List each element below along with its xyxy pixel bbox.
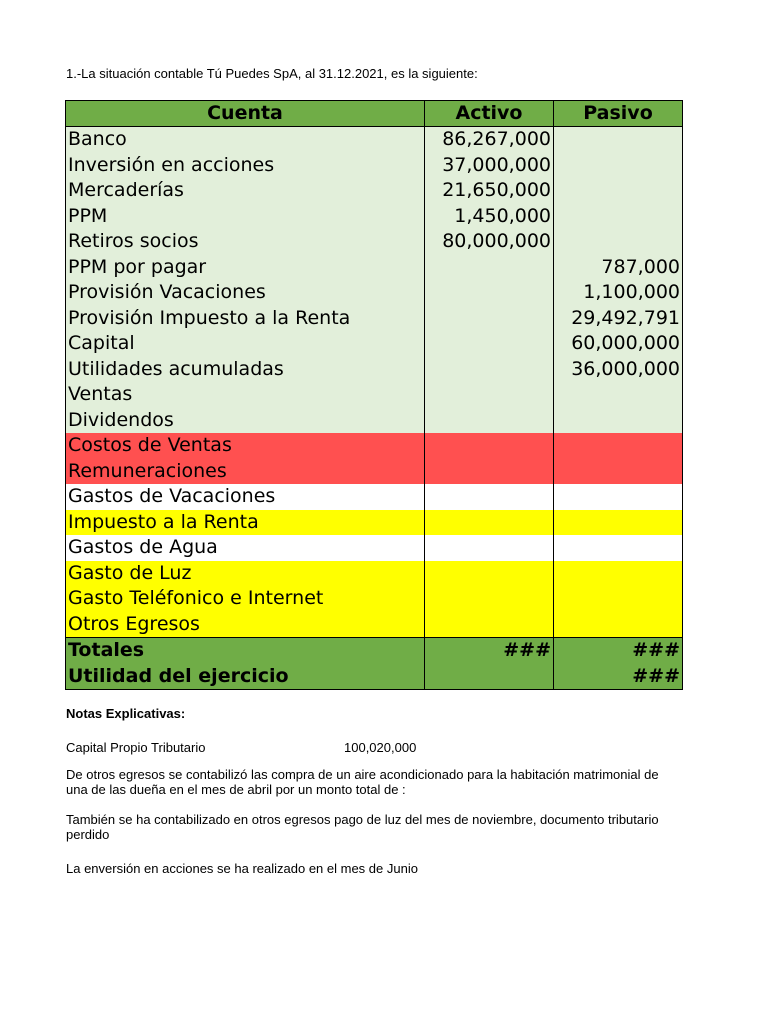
- pasivo-cell: [554, 153, 683, 179]
- table-row: [66, 408, 683, 434]
- cuenta-cell: Gasto de Luz: [66, 561, 425, 587]
- totals-activo: ###: [425, 638, 554, 664]
- table-row: [66, 484, 683, 510]
- note-text: La enversión en acciones se ha realizado en el mes de Junio: [66, 861, 418, 876]
- totals-label: Totales: [66, 638, 425, 664]
- activo-cell: 86,267,000: [425, 127, 554, 153]
- table-row: [66, 229, 683, 255]
- pasivo-cell: [554, 510, 683, 536]
- cuenta-cell: Mercaderías: [66, 178, 425, 204]
- capital-value: 100,020,000: [344, 740, 417, 755]
- pasivo-cell: 29,492,791: [554, 306, 683, 332]
- profit-row: [66, 664, 683, 690]
- note-text: De otros egresos se contabilizó las compra de un aire acondicionado para la habitación matrimonial de una de las dueña en el mes de abril por un monto total de :: [66, 767, 659, 797]
- pasivo-cell: [554, 586, 683, 612]
- totals-row: [66, 638, 683, 664]
- cuenta-cell: Gasto Teléfonico e Internet: [66, 586, 425, 612]
- activo-cell: [425, 382, 554, 408]
- pasivo-cell: [554, 127, 683, 153]
- table-row: [66, 510, 683, 536]
- cuenta-cell: Ventas: [66, 382, 425, 408]
- pasivo-cell: [554, 459, 683, 485]
- activo-cell: [425, 357, 554, 383]
- activo-cell: 1,450,000: [425, 204, 554, 230]
- activo-cell: [425, 331, 554, 357]
- header-activo: Activo: [425, 101, 554, 127]
- cuenta-cell: Banco: [66, 127, 425, 153]
- table-row: [66, 306, 683, 332]
- pasivo-cell: [554, 204, 683, 230]
- accounts-table: [65, 100, 683, 690]
- cuenta-cell: Gastos de Vacaciones: [66, 484, 425, 510]
- profit-label: Utilidad del ejercicio: [66, 664, 425, 690]
- cuenta-cell: Impuesto a la Renta: [66, 510, 425, 536]
- table-row: [66, 331, 683, 357]
- activo-cell: [425, 510, 554, 536]
- capital-label: Capital Propio Tributario: [66, 740, 206, 755]
- table-row: [66, 357, 683, 383]
- activo-cell: 21,650,000: [425, 178, 554, 204]
- header-cuenta: Cuenta: [66, 101, 425, 127]
- table-row: [66, 433, 683, 459]
- activo-cell: [425, 561, 554, 587]
- activo-cell: 37,000,000: [425, 153, 554, 179]
- table-header-row: [66, 101, 683, 127]
- cuenta-cell: Costos de Ventas: [66, 433, 425, 459]
- table-row: [66, 178, 683, 204]
- table-row: [66, 612, 683, 638]
- cuenta-cell: Utilidades acumuladas: [66, 357, 425, 383]
- pasivo-cell: [554, 484, 683, 510]
- notes-title: Notas Explicativas:: [66, 706, 186, 721]
- cuenta-cell: Provisión Impuesto a la Renta: [66, 306, 425, 332]
- cuenta-cell: Provisión Vacaciones: [66, 280, 425, 306]
- pasivo-cell: [554, 178, 683, 204]
- activo-cell: [425, 484, 554, 510]
- table-row: [66, 153, 683, 179]
- table-row: [66, 255, 683, 281]
- activo-cell: [425, 459, 554, 485]
- table-row: [66, 127, 683, 153]
- note-text: También se ha contabilizado en otros egresos pago de luz del mes de noviembre, documento tributario perdido: [66, 812, 659, 842]
- pasivo-cell: 1,100,000: [554, 280, 683, 306]
- pasivo-cell: [554, 561, 683, 587]
- intro-text: 1.-La situación contable Tú Puedes SpA, al 31.12.2021, es la siguiente:: [66, 66, 478, 81]
- pasivo-cell: [554, 433, 683, 459]
- table-row: [66, 382, 683, 408]
- cuenta-cell: Otros Egresos: [66, 612, 425, 638]
- totals-pasivo: ###: [554, 638, 683, 664]
- table-row: [66, 280, 683, 306]
- activo-cell: [425, 408, 554, 434]
- pasivo-cell: 36,000,000: [554, 357, 683, 383]
- pasivo-cell: 787,000: [554, 255, 683, 281]
- cuenta-cell: Retiros socios: [66, 229, 425, 255]
- activo-cell: [425, 255, 554, 281]
- activo-cell: [425, 535, 554, 561]
- table-row: [66, 204, 683, 230]
- activo-cell: [425, 433, 554, 459]
- cuenta-cell: PPM: [66, 204, 425, 230]
- activo-cell: 80,000,000: [425, 229, 554, 255]
- table-row: [66, 535, 683, 561]
- cuenta-cell: Inversión en acciones: [66, 153, 425, 179]
- profit-activo: [425, 664, 554, 690]
- pasivo-cell: [554, 382, 683, 408]
- table-row: [66, 561, 683, 587]
- pasivo-cell: 60,000,000: [554, 331, 683, 357]
- activo-cell: [425, 612, 554, 638]
- activo-cell: [425, 586, 554, 612]
- table-row: [66, 586, 683, 612]
- cuenta-cell: Gastos de Agua: [66, 535, 425, 561]
- profit-pasivo: ###: [554, 664, 683, 690]
- pasivo-cell: [554, 408, 683, 434]
- header-pasivo: Pasivo: [554, 101, 683, 127]
- pasivo-cell: [554, 612, 683, 638]
- pasivo-cell: [554, 229, 683, 255]
- cuenta-cell: Dividendos: [66, 408, 425, 434]
- cuenta-cell: Capital: [66, 331, 425, 357]
- activo-cell: [425, 280, 554, 306]
- pasivo-cell: [554, 535, 683, 561]
- table-row: [66, 459, 683, 485]
- cuenta-cell: Remuneraciones: [66, 459, 425, 485]
- cuenta-cell: PPM por pagar: [66, 255, 425, 281]
- activo-cell: [425, 306, 554, 332]
